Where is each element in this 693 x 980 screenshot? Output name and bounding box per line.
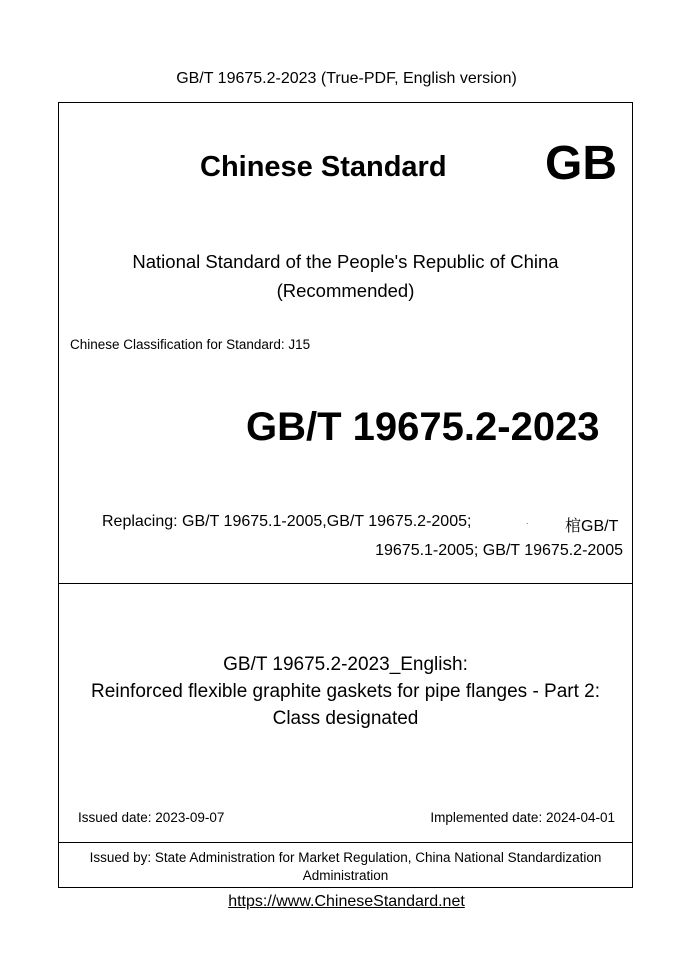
document-title [58, 651, 633, 732]
issued-date: Issued date: 2023-09-07 [78, 810, 225, 825]
replacing-dot: . [526, 516, 529, 526]
gb-mark: GB [545, 137, 617, 190]
website-link[interactable]: https://www.ChineseStandard.net [228, 893, 465, 910]
cover-divider-bottom [58, 842, 633, 843]
classification-text: Chinese Classification for Standard: J15 [70, 337, 311, 352]
cover-divider-top [58, 583, 633, 584]
implemented-date: Implemented date: 2024-04-01 [430, 810, 615, 825]
issued-by [58, 849, 633, 885]
national-line-1: National Standard of the People's Republic of China [132, 251, 559, 272]
standard-number: GB/T 19675.2-2023 [246, 405, 600, 449]
header-doc-title: GB/T 19675.2-2023 (True-PDF, English version) [176, 70, 517, 87]
chinese-standard-heading: Chinese Standard [200, 151, 447, 183]
national-line-2: (Recommended) [276, 280, 415, 301]
title-line-3: Class designated [272, 708, 419, 729]
replacing-line-1: Replacing: GB/T 19675.1-2005,GB/T 19675.2-2005; [102, 513, 472, 530]
cover-frame [58, 102, 633, 888]
issued-by-line-1: Issued by: State Administration for Market Regulation, China National Standardization [89, 850, 602, 865]
title-line-2: Reinforced flexible graphite gaskets for pipe flanges - Part 2: [90, 681, 601, 702]
replacing-line-2: 19675.1-2005; GB/T 19675.2-2005 [375, 542, 623, 559]
replacing-extra: 棺GB/T [565, 518, 619, 535]
national-standard-text [58, 247, 633, 305]
title-line-1: GB/T 19675.2-2023_English: [223, 654, 468, 675]
issued-by-line-2: Administration [302, 868, 389, 883]
